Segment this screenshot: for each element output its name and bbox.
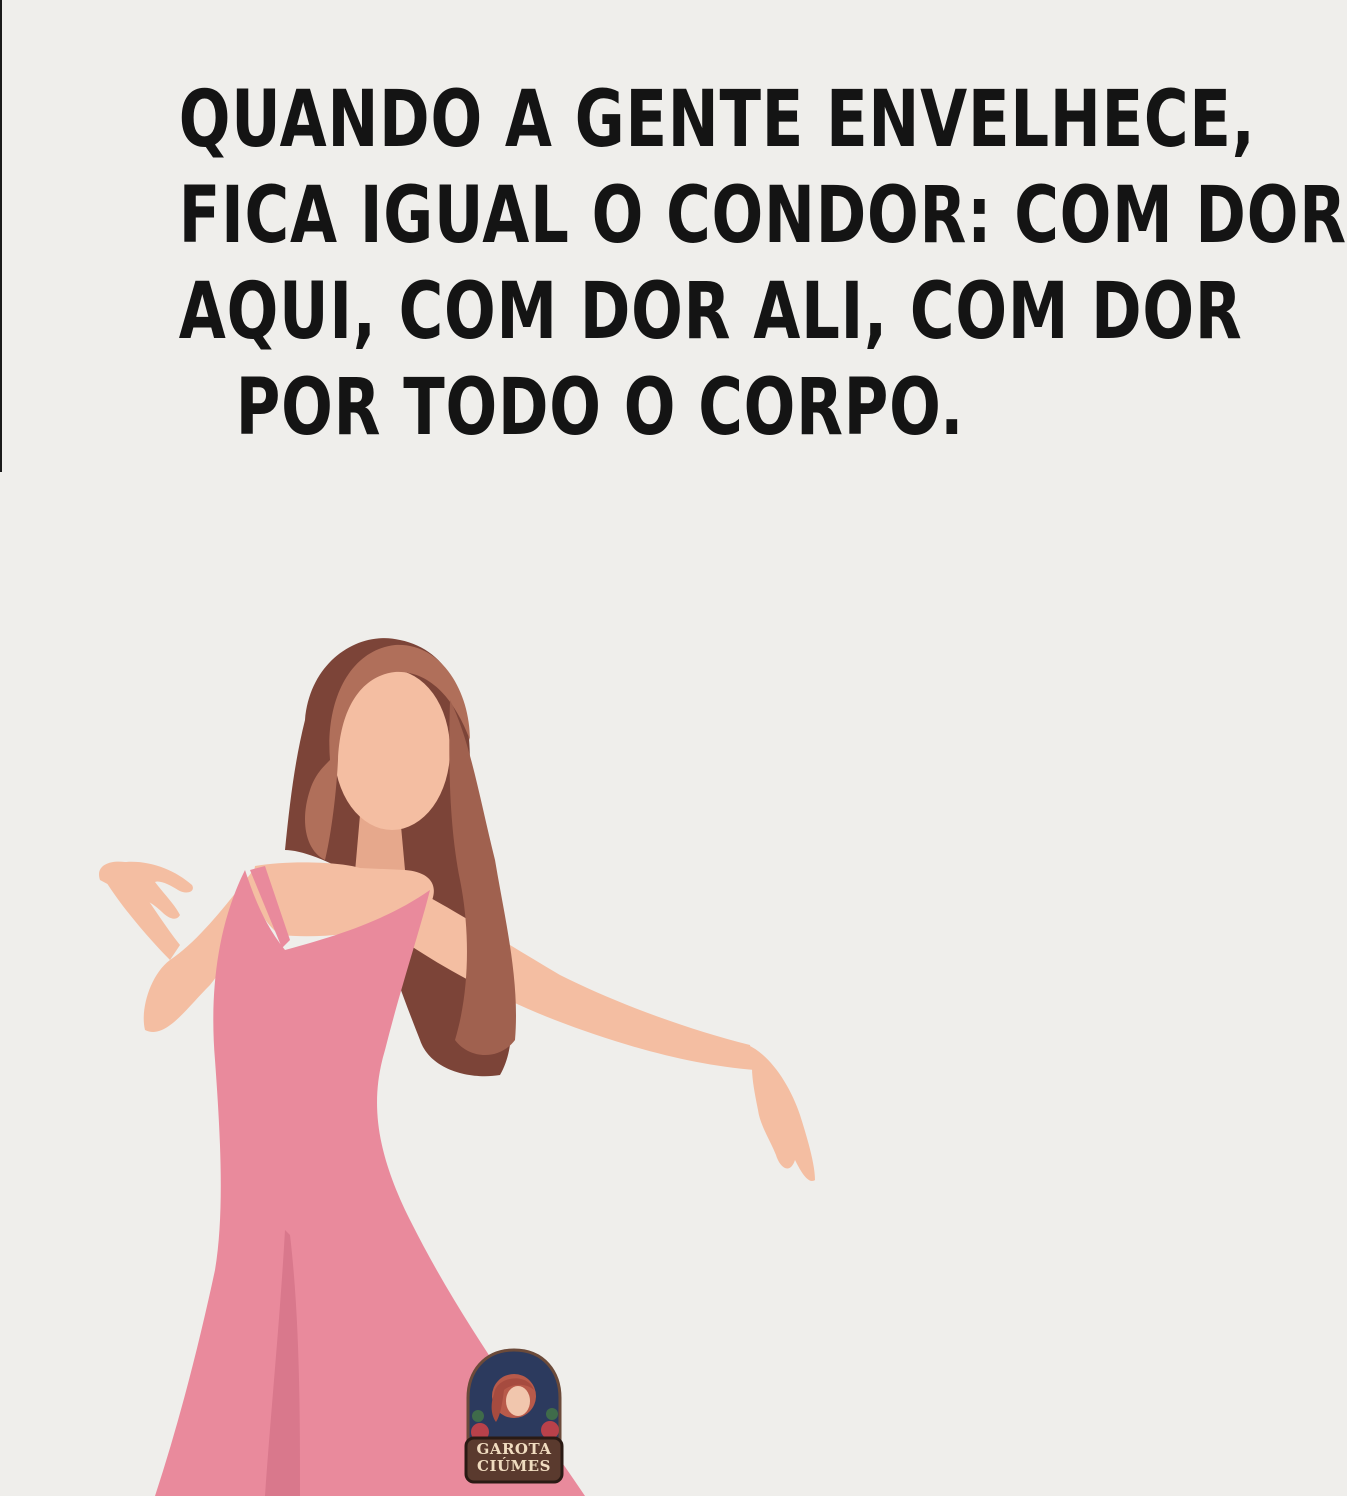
hand-right [748,1045,815,1181]
edge-divider [0,0,2,472]
quote-text [178,72,1347,456]
logo-text-ciumes: CIÚMES [477,1457,551,1475]
quote-line-2: FICA IGUAL O CONDOR: COM DOR [178,171,1347,261]
logo-text-garota: GAROTA [476,1440,552,1458]
woman-dancing-illustration [0,600,1200,1496]
quote-line-3: AQUI, COM DOR ALI, COM DOR [178,267,1243,357]
quote-line-1: QUANDO A GENTE ENVELHECE, [178,75,1256,165]
quote-line-4: POR TODO O CORPO. [235,363,965,453]
